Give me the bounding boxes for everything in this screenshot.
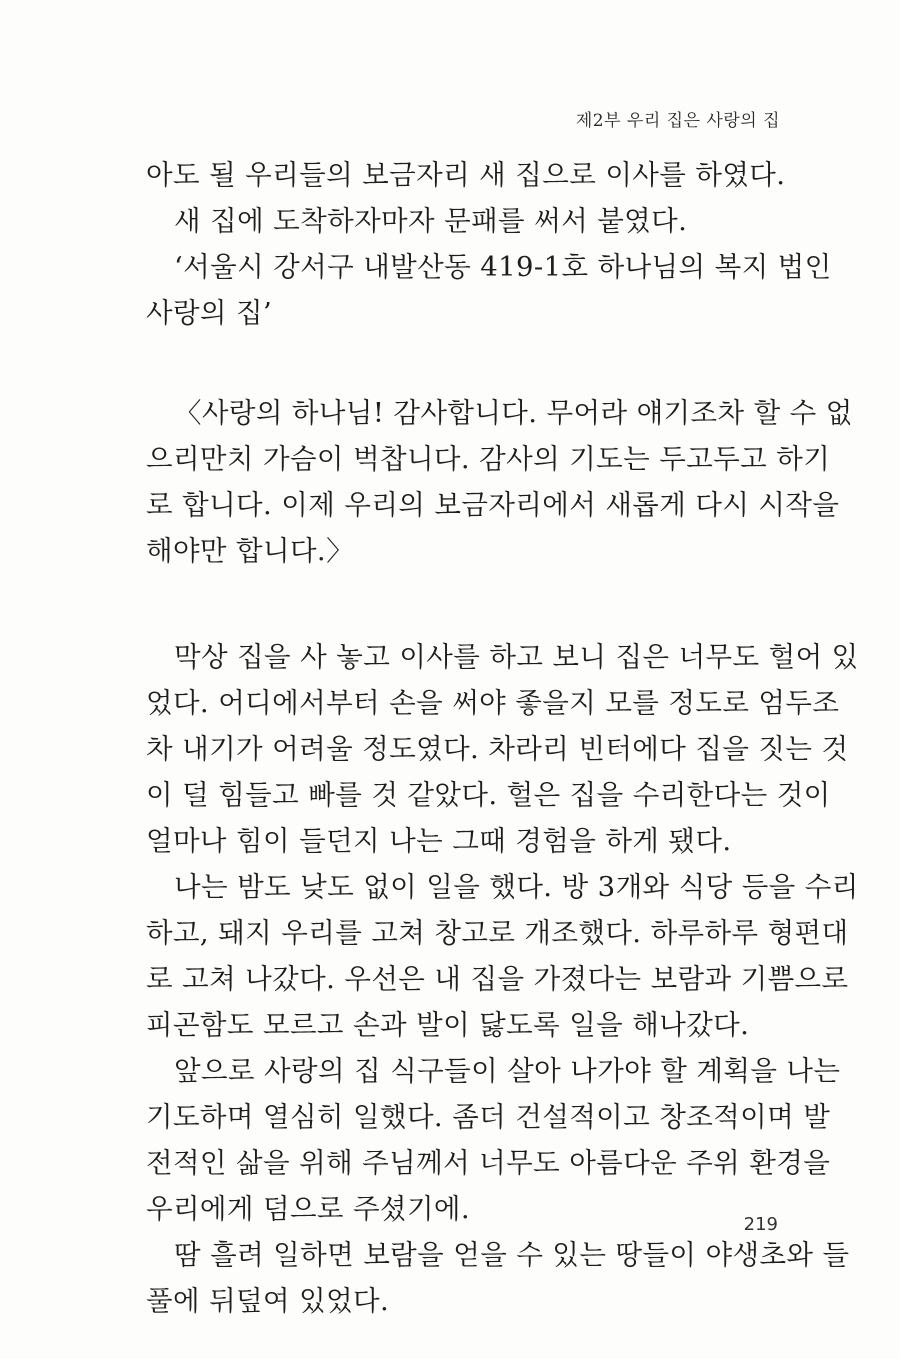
- running-head: 제2부 우리 집은 사랑의 집: [575, 111, 780, 131]
- paragraph-gap: [146, 336, 786, 390]
- text-line: 로 합니다. 이제 우리의 보금자리에서 새롭게 다시 시작을: [146, 489, 840, 521]
- text-line: 로 고쳐 나갔다. 우선은 내 집을 가졌다는 보람과 기쁨으로: [146, 963, 849, 995]
- text-line: 으리만치 가슴이 벅찹니다. 감사의 기도는 두고두고 하기: [146, 443, 831, 475]
- text-line: 하고, 돼지 우리를 고쳐 창고로 개조했다. 하루하루 형편대: [146, 917, 849, 949]
- text-line: 막상 집을 사 놓고 이사를 하고 보니 집은 너무도 헐어 있: [174, 641, 859, 673]
- text-line: 우리에게 덤으로 주셨기에.: [146, 1193, 471, 1225]
- text-line: 나는 밤도 낮도 없이 일을 했다. 방 3개와 식당 등을 수리: [174, 871, 859, 903]
- paragraph-gap: [146, 574, 786, 634]
- text-line: 사랑의 집’: [146, 297, 273, 329]
- text-line: 차 내기가 어려울 정도였다. 차라리 빈터에다 집을 짓는 것: [146, 733, 849, 765]
- body-text: [146, 152, 859, 1324]
- text-line: 기도하며 열심히 일했다. 좀더 건설적이고 창조적이며 발: [146, 1101, 831, 1133]
- text-line: 이 덜 힘들고 빠를 것 같았다. 헐은 집을 수리한다는 것이: [146, 779, 831, 811]
- text-line: 새 집에 도착하자마자 문패를 써서 붙였다.: [174, 205, 688, 237]
- text-line: 앞으로 사랑의 집 식구들이 살아 나가야 할 계획을 나는: [174, 1055, 841, 1087]
- text-line: 해야만 합니다.〉: [146, 535, 354, 567]
- text-line: 얼마나 힘이 들던지 나는 그때 경험을 하게 됐다.: [146, 825, 732, 857]
- text-line: 풀에 뒤덮여 있었다.: [146, 1285, 390, 1317]
- page-number: 219: [743, 1214, 778, 1235]
- text-line: 전적인 삶을 위해 주님께서 너무도 아름다운 주위 환경을: [146, 1147, 831, 1179]
- text-line: ‘서울시 강서구 내발산동 419-1호 하나님의 복지 법인: [174, 251, 832, 283]
- text-line: 아도 될 우리들의 보금자리 새 집으로 이사를 하였다.: [146, 159, 786, 191]
- text-line: 〈사랑의 하나님! 감사합니다. 무어라 얘기조차 할 수 없: [174, 397, 853, 429]
- text-line: 었다. 어디에서부터 손을 써야 좋을지 모를 정도로 엄두조: [146, 687, 840, 719]
- text-line: 피곤함도 모르고 손과 발이 닳도록 일을 해나갔다.: [146, 1009, 750, 1041]
- text-line: 땀 흘려 일하면 보람을 얻을 수 있는 땅들이 야생초와 들: [174, 1239, 850, 1271]
